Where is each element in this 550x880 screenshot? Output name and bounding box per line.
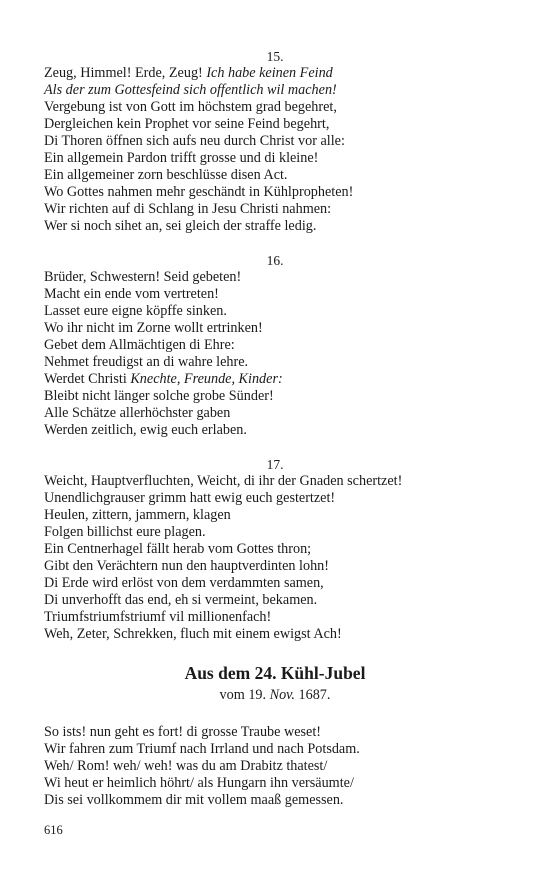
verse-line: Di Thoren öffnen sich aufs neu durch Christ vor alle: [44, 133, 345, 149]
page-number: 616 [44, 823, 63, 837]
verse-line: Nehmet freudigst an di wahre lehre. [44, 354, 249, 370]
verse-line: Zeug, Himmel! Erde, Zeug! Ich habe keinen Feind [44, 65, 333, 81]
stanza-number: 17. [266, 457, 284, 472]
verse-line: Wir fahren zum Triumf nach Irrland und nach Potsdam. [44, 741, 360, 757]
stanza-gap [44, 235, 514, 252]
section-spacer [44, 704, 514, 724]
verse-line: Gebet dem Allmächtigen di Ehre: [44, 337, 235, 353]
verse-line: Als der zum Gottesfeind sich offentlich wil machen! [44, 82, 337, 98]
verse-line: Wo Gottes nahmen mehr geschändt in Kühlpropheten! [44, 184, 354, 200]
verse-line: Werden zeitlich, ewig euch erlaben. [44, 422, 247, 438]
page-body [44, 48, 514, 809]
verse-line: Macht ein ende vom vertreten! [44, 286, 219, 302]
verse-line: Weh, Zeter, Schrekken, fluch mit einem ewigst Ach! [44, 626, 342, 642]
verse-line: Vergebung ist von Gott im höchstem grad begehret, [44, 99, 337, 115]
stanza-number: 15. [266, 49, 284, 64]
verse-line: Di Erde wird erlöst von dem verdammten samen, [44, 575, 324, 591]
verse-line: Werdet Christi Knechte, Freunde, Kinder: [44, 371, 283, 387]
verse-line: Folgen billichst eure plagen. [44, 524, 206, 540]
verse-line: Ein allgemeiner zorn beschlüsse disen Act. [44, 167, 288, 183]
verse-line: Heulen, zittern, jammern, klagen [44, 507, 231, 523]
verse-line: Wir richten auf di Schlang in Jesu Christi nahmen: [44, 201, 332, 217]
verse-line: Unendlichgrauser grimm hatt ewig euch gestertzet! [44, 490, 336, 506]
verse-line: Lasset eure eigne köpffe sinken. [44, 303, 227, 319]
verse-line: So ists! nun geht es fort! di grosse Traube weset! [44, 724, 322, 740]
verse-line: Wi heut er heimlich höhrt/ als Hungarn ihn versäumte/ [44, 775, 354, 791]
section-spacer [44, 643, 514, 662]
verse-line: Triumfstriumfstriumf vil millionenfach! [44, 609, 272, 625]
stanza-17 [44, 456, 514, 643]
verse-line: Ein Centnerhagel fällt herab vom Gottes thron; [44, 541, 312, 557]
stanza-number: 16. [266, 253, 284, 268]
verse-line: Wer si noch sihet an, sei gleich der straffe ledig. [44, 218, 317, 234]
stanza-gap [44, 439, 514, 456]
stanza-15 [44, 48, 514, 235]
verse-line: Bleibt nicht länger solche grobe Sünder! [44, 388, 274, 404]
verse-line: Di unverhofft das end, eh si vermeint, bekamen. [44, 592, 318, 608]
verse-line: Alle Schätze allerhöchster gaben [44, 405, 231, 421]
verse-line: Brüder, Schwestern! Seid gebeten! [44, 269, 242, 285]
verse-line: Gibt den Verächtern nun den hauptverdinten lohn! [44, 558, 329, 574]
verse-line: Wo ihr nicht im Zorne wollt ertrinken! [44, 320, 263, 336]
final-stanza [44, 724, 514, 809]
verse-line: Weicht, Hauptverfluchten, Weicht, di ihr der Gnaden schertzet! [44, 473, 403, 489]
verse-line: Dergleichen kein Prophet vor seine Feind begehrt, [44, 116, 330, 132]
section-title: Aus dem 24. Kühl-Jubel [184, 663, 366, 683]
stanza-16 [44, 252, 514, 439]
verse-line: Weh/ Rom! weh/ weh! was du am Drabitz thatest/ [44, 758, 328, 774]
verse-line: Ein allgemein Pardon trifft grosse und di kleine! [44, 150, 319, 166]
verse-line: Dis sei vollkommem dir mit vollem maaß gemessen. [44, 792, 344, 808]
section-date: vom 19. Nov. 1687. [219, 687, 331, 703]
